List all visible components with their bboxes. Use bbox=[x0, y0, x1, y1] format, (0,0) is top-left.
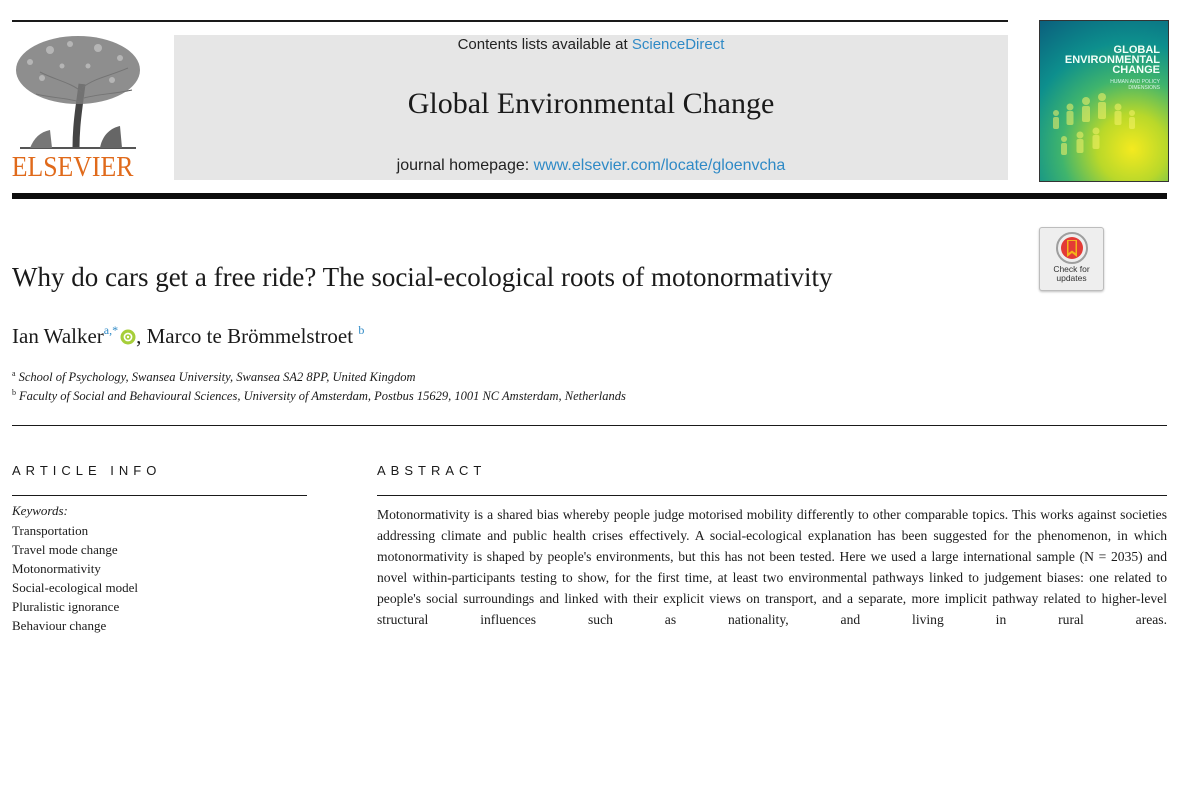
article-info-heading: ARTICLE INFO bbox=[12, 463, 162, 478]
cover-title: GLOBAL ENVIRONMENTAL CHANGE bbox=[1064, 44, 1160, 76]
affiliation bbox=[12, 388, 626, 404]
cover-subtitle: HUMAN AND POLICY DIMENSIONS bbox=[1110, 79, 1160, 91]
keyword-item: Pluralistic ignorance bbox=[12, 599, 120, 614]
author-list bbox=[12, 323, 364, 349]
author-separator: , bbox=[136, 324, 147, 348]
orcid-icon[interactable] bbox=[120, 329, 136, 345]
keyword-item: Behaviour change bbox=[12, 618, 107, 633]
homepage-prefix: journal homepage: bbox=[396, 157, 534, 174]
keyword-item: Social-ecological model bbox=[12, 580, 138, 595]
top-rule bbox=[12, 20, 1008, 22]
publisher-name: ELSEVIER bbox=[11, 152, 134, 183]
abstract-rule bbox=[377, 495, 1167, 496]
keyword-item: Motonormativity bbox=[12, 561, 101, 576]
header-divider bbox=[12, 193, 1167, 199]
section-divider bbox=[12, 425, 1167, 426]
bookmark-ribbon-icon bbox=[1056, 232, 1088, 264]
keyword-item: Transportation bbox=[12, 523, 89, 538]
author-name[interactable]: Marco te Brömmelstroet bbox=[146, 324, 354, 348]
affiliation-text: Faculty of Social and Behavioural Sciences, University of Amsterdam, Postbus 15629, 1001 NC Amsterdam, Netherlands bbox=[19, 389, 626, 403]
abstract-text: Motonormativity is a shared bias whereby people judge motorised mobility differently to other comparable topics. This works against societies addressing climate and public health crises effectively. A social-ecological explanation has been suggested for the phenomenon, in which motonormativity is shaped by people's environments, but this has not been tested. Here we used a large international sample (N = 2035) and novel within-participants testing to show, for the first time, at least two environmental pathways linked to judgement biases: one related to people's social surroundings and linked with their explicit views on transport, and a separate, more implicit pathway related to higher-level structural influences such as nationality, and living in rural areas. bbox=[377, 507, 1167, 627]
homepage-line bbox=[174, 157, 1008, 175]
journal-homepage-link[interactable]: www.elsevier.com/locate/gloenvcha bbox=[533, 157, 786, 174]
publisher-logo[interactable] bbox=[10, 32, 146, 182]
journal-cover[interactable] bbox=[1039, 20, 1169, 182]
keywords-label: Keywords: bbox=[12, 503, 68, 518]
elsevier-tree-icon bbox=[10, 32, 146, 150]
check-for-updates-button[interactable] bbox=[1039, 227, 1104, 291]
author-affiliation-mark[interactable]: a,* bbox=[103, 323, 119, 337]
keywords-list bbox=[12, 521, 138, 635]
affiliation-mark: a bbox=[12, 369, 16, 378]
check-for-updates-label: Check for updates bbox=[1053, 264, 1090, 283]
article-info-rule bbox=[12, 495, 307, 496]
contents-line bbox=[174, 35, 1008, 53]
author-affiliation-mark[interactable]: b bbox=[358, 323, 365, 337]
sciencedirect-link[interactable]: ScienceDirect bbox=[631, 36, 725, 53]
author-name[interactable]: Ian Walker bbox=[12, 324, 104, 348]
abstract-heading: ABSTRACT bbox=[377, 463, 487, 478]
journal-masthead bbox=[174, 35, 1008, 180]
article-title: Why do cars get a free ride? The social-ecological roots of motonormativity bbox=[12, 262, 833, 292]
affiliation bbox=[12, 369, 416, 385]
keyword-item: Travel mode change bbox=[12, 542, 118, 557]
affiliation-text: School of Psychology, Swansea University, Swansea SA2 8PP, United Kingdom bbox=[18, 370, 416, 384]
affiliation-mark: b bbox=[12, 388, 16, 397]
journal-title: Global Environmental Change bbox=[407, 87, 775, 120]
contents-prefix: Contents lists available at bbox=[457, 36, 632, 53]
